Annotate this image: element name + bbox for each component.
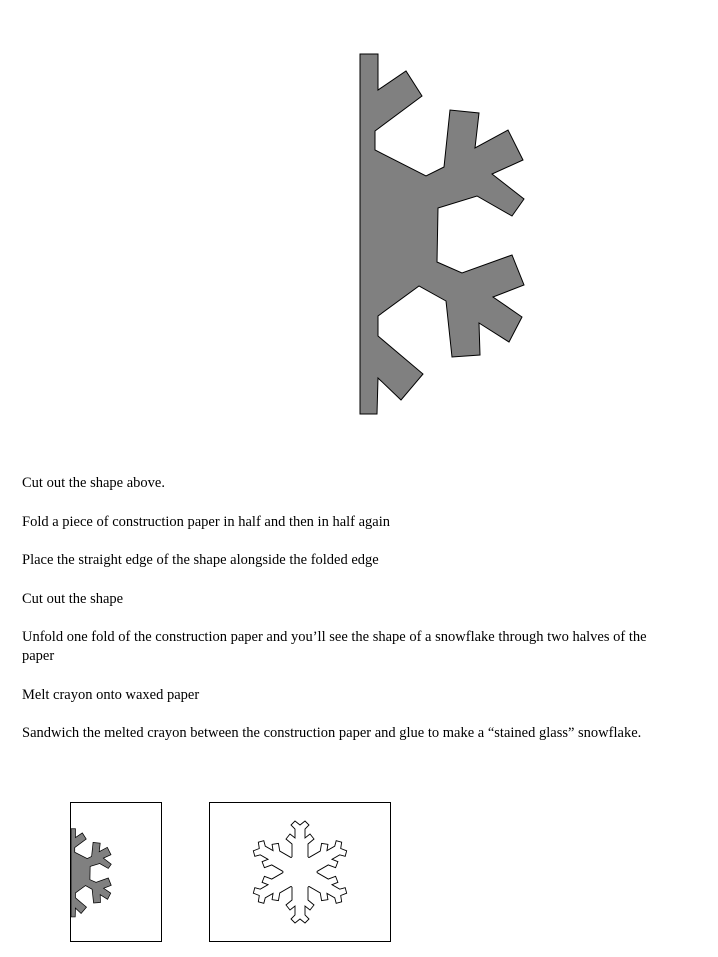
snowflake-arm <box>306 867 351 909</box>
instruction-step-4: Cut out the shape <box>22 590 124 607</box>
half-snowflake-template <box>0 0 718 430</box>
snowflake-arm <box>249 867 294 909</box>
unfolded-snowflake-illustration <box>209 802 391 942</box>
snowflake-arm <box>286 821 314 857</box>
instruction-step-6: Melt crayon onto waxed paper <box>22 686 200 703</box>
snowflake-arm <box>306 834 351 876</box>
snowflake-arm <box>286 887 314 923</box>
instruction-step-7: Sandwich the melted crayon between the construction paper and glue to make a “stained glass” snowflake. <box>22 725 642 741</box>
folded-paper-illustration <box>70 802 162 942</box>
instruction-step-1: Cut out the shape above. <box>22 475 165 491</box>
instructions-list <box>22 474 682 763</box>
instruction-step-5: Unfold one fold of the construction paper and you’ll see the shape of a snowflake through two halves of the paper <box>22 629 647 664</box>
snowflake-arm <box>249 834 294 876</box>
instruction-step-3: Place the straight edge of the shape alongside the folded edge <box>22 552 379 568</box>
instruction-step-2: Fold a piece of construction paper in half and then in half again <box>22 513 391 530</box>
